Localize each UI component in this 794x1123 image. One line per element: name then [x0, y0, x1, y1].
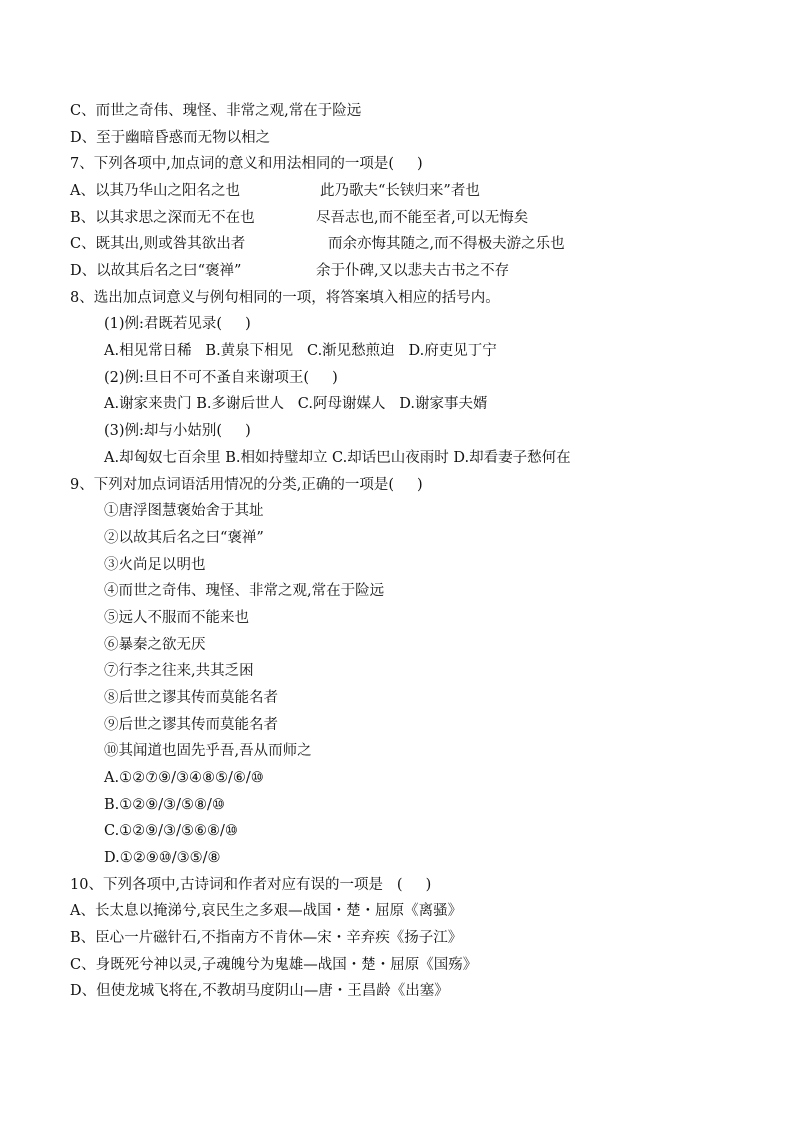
q8-sub3-example: (3)例:却与小姑别( ): [104, 423, 251, 439]
q8-sub1-options: A.相见常日稀 B.黄泉下相见 C.渐见愁煎迫 D.府吏见丁宁: [104, 343, 497, 359]
q7-option-d-left: D、以故其后名之曰“褒禅”: [70, 263, 242, 279]
q10-option-b: B、臣心一片磁针石,不指南方不肯休—宋・辛弃疾《扬子江》: [70, 930, 463, 946]
q9-item-3: ③火尚足以明也: [104, 557, 206, 573]
q10-stem: 10、下列各项中,古诗词和作者对应有误的一项是 ( ): [70, 877, 432, 893]
q9-option-b: B.①②⑨/③/⑤⑧/⑩: [104, 797, 225, 813]
q8-stem: 8、选出加点词意义与例句相同的一项，将答案填入相应的括号内。: [70, 290, 500, 306]
q7-option-d: [70, 258, 509, 285]
q8-sub3-options: A.却匈奴七百余里 B.相如持璧却立 C.却话巴山夜雨时 D.却看妻子愁何在: [104, 450, 571, 466]
q7-option-d-right: 余于仆碑,又以悲夫古书之不存: [316, 263, 510, 279]
q9-item-8: ⑧后世之谬其传而莫能名者: [104, 690, 278, 706]
q10-option-a: A、长太息以掩涕兮,哀民生之多艰—战国・楚・屈原《离骚》: [70, 903, 463, 919]
q7-option-c-left: C、既其出,则或咎其欲出者: [70, 236, 246, 252]
q7-option-a-left: A、以其乃华山之阳名之也: [70, 183, 240, 199]
q9-item-10: ⑩其闻道也固先乎吾,吾从而师之: [104, 743, 312, 759]
q9-item-1: ①唐浮图慧褒始舍于其址: [104, 503, 264, 519]
q7-option-b-right: 尽吾志也,而不能至者,可以无悔矣: [316, 210, 529, 226]
q8-sub2-example: (2)例:旦日不可不蚤自来谢项王( ): [104, 370, 338, 386]
q8-sub2-options: A.谢家来贵门 B.多谢后世人 C.阿母谢媒人 D.谢家事夫婿: [104, 396, 488, 412]
q7-option-b-left: B、以其求思之深而无不在也: [70, 210, 255, 226]
q9-item-4: ④而世之奇伟、瑰怪、非常之观,常在于险远: [104, 583, 385, 599]
q7-option-a: [70, 178, 480, 205]
q9-item-7: ⑦行李之往来,共其乏困: [104, 663, 254, 679]
q9-item-9: ⑨后世之谬其传而莫能名者: [104, 717, 278, 733]
q10-option-d: D、但使龙城飞将在,不教胡马度阴山—唐・王昌龄《出塞》: [70, 983, 449, 999]
q9-item-6: ⑥暴秦之欲无厌: [104, 637, 206, 653]
q9-item-2: ②以故其后名之曰“褒禅”: [104, 530, 264, 546]
q7-option-a-right: 此乃歌夫“长铗归来”者也: [320, 183, 480, 199]
q7-stem: 7、下列各项中,加点词的意义和用法相同的一项是( ): [70, 156, 423, 172]
q9-option-a: A.①②⑦⑨/③④⑧⑤/⑥/⑩: [104, 770, 264, 786]
q7-option-c: [70, 231, 565, 258]
q9-option-d: D.①②⑨⑩/③⑤/⑧: [104, 850, 221, 866]
q9-item-5: ⑤远人不服而不能来也: [104, 610, 249, 626]
q6-option-d: D、至于幽暗昏惑而无物以相之: [70, 130, 271, 146]
q9-stem: 9、下列对加点词语活用情况的分类,正确的一项是( ): [70, 477, 423, 493]
q10-option-c: C、身既死兮神以灵,子魂魄兮为鬼雄—战国・楚・屈原《国殇》: [70, 957, 478, 973]
q8-sub1-example: (1)例:君既若见录( ): [104, 316, 251, 332]
q7-option-c-right: 而余亦悔其随之,而不得极夫游之乐也: [328, 236, 565, 252]
q7-option-b: [70, 205, 528, 232]
q6-option-c: C、而世之奇伟、瑰怪、非常之观,常在于险远: [70, 103, 362, 119]
q9-option-c: C.①②⑨/③/⑤⑥⑧/⑩: [104, 823, 238, 839]
